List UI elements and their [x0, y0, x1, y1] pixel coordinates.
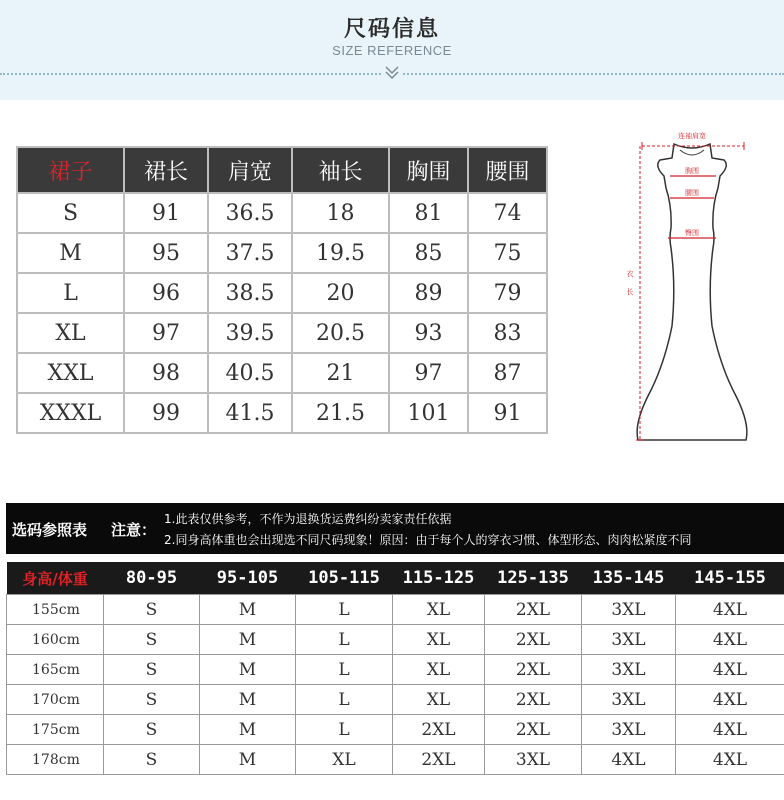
table-cell: 95 [124, 233, 208, 273]
table-cell: 74 [468, 193, 547, 233]
table-cell: L [296, 715, 393, 745]
table-cell: XL [393, 655, 485, 685]
table-cell: 85 [389, 233, 468, 273]
table-cell: 178cm [7, 745, 104, 775]
table-cell: 91 [468, 393, 547, 433]
table-cell: 4XL [676, 625, 784, 655]
table-cell: S [104, 625, 200, 655]
header-cell: 腰围 [468, 147, 547, 193]
header-cell: 胸围 [389, 147, 468, 193]
table-cell: 3XL [582, 655, 676, 685]
waist-label: 腰围 [685, 189, 699, 197]
table-cell: 97 [124, 313, 208, 353]
table-row [7, 595, 784, 625]
header-banner [0, 0, 784, 100]
page-subtitle: SIZE REFERENCE [332, 43, 452, 58]
table-cell: 99 [124, 393, 208, 433]
table-cell: 2XL [485, 685, 582, 715]
header-cell: 95-105 [200, 562, 296, 595]
table-row [17, 313, 547, 353]
table-row [7, 715, 784, 745]
table-cell: L [296, 685, 393, 715]
chevron-down-icon [382, 62, 402, 82]
table-cell: 21.5 [292, 393, 389, 433]
header-cell: 肩宽 [208, 147, 292, 193]
table-cell: M [200, 685, 296, 715]
table-cell: S [17, 193, 124, 233]
length-label-1: 衣 [626, 270, 634, 278]
table-cell: XL [393, 625, 485, 655]
table-cell: 41.5 [208, 393, 292, 433]
table-cell: 39.5 [208, 313, 292, 353]
table-cell: S [104, 745, 200, 775]
table-cell: 36.5 [208, 193, 292, 233]
table-cell: 2XL [485, 715, 582, 745]
table-cell: 4XL [676, 655, 784, 685]
table-cell: 38.5 [208, 273, 292, 313]
table-cell: 4XL [676, 685, 784, 715]
table-cell: 97 [389, 353, 468, 393]
table-cell: 175cm [7, 715, 104, 745]
header-cell: 80-95 [104, 562, 200, 595]
table-cell: XL [393, 685, 485, 715]
header-cell: 身高/体重 [7, 562, 104, 595]
table-cell: M [200, 655, 296, 685]
table-cell: S [104, 595, 200, 625]
table-cell: 93 [389, 313, 468, 353]
header-cell: 裙长 [124, 147, 208, 193]
table-cell: 4XL [676, 715, 784, 745]
table-cell: XXL [17, 353, 124, 393]
size-reference-table [6, 562, 784, 775]
table-cell: 155cm [7, 595, 104, 625]
table-cell: M [200, 595, 296, 625]
table-cell: 170cm [7, 685, 104, 715]
header-cell: 135-145 [582, 562, 676, 595]
table-cell: 87 [468, 353, 547, 393]
table-cell: 2XL [485, 655, 582, 685]
bust-label: 胸围 [685, 167, 699, 175]
table-cell: 2XL [393, 745, 485, 775]
table-cell: 4XL [582, 745, 676, 775]
table-cell: 20 [292, 273, 389, 313]
table-cell: 3XL [582, 685, 676, 715]
table-cell: 83 [468, 313, 547, 353]
table-cell: 96 [124, 273, 208, 313]
note-label: 注意： [111, 521, 157, 539]
table-cell: 75 [468, 233, 547, 273]
header-cell: 袖长 [292, 147, 389, 193]
table-cell: 20.5 [292, 313, 389, 353]
table-row [17, 393, 547, 433]
table-cell: 98 [124, 353, 208, 393]
note-line-1: 1.此表仅供参考，不作为退换货运费纠纷卖家责任依据 [164, 512, 452, 526]
note-line-2: 2.同身高体重也会出现选不同尺码现象！原因：由于每个人的穿衣习惯、体型形态、肉肉松紧度不同 [164, 533, 692, 547]
page-title: 尺码信息 [343, 17, 440, 42]
table-cell: 2XL [485, 625, 582, 655]
table-cell: 4XL [676, 595, 784, 625]
table-cell: S [104, 685, 200, 715]
table-cell: 79 [468, 273, 547, 313]
table-cell: 2XL [393, 715, 485, 745]
table-cell: 40.5 [208, 353, 292, 393]
hip-label: 臀围 [685, 229, 699, 237]
table-cell: XL [296, 745, 393, 775]
dress-diagram [612, 126, 772, 460]
table-cell: XL [393, 595, 485, 625]
table-cell: 91 [124, 193, 208, 233]
table-cell: 3XL [582, 595, 676, 625]
table-cell: M [200, 625, 296, 655]
table-cell: 101 [389, 393, 468, 433]
header-cell: 105-115 [296, 562, 393, 595]
size-chart-label: 选码参照表 [12, 521, 88, 539]
table-cell: 19.5 [292, 233, 389, 273]
shoulder-label: 连袖肩宽 [678, 132, 706, 140]
table-cell: 18 [292, 193, 389, 233]
table-cell: S [104, 655, 200, 685]
table-row [7, 745, 784, 775]
table-cell: XL [17, 313, 124, 353]
dress-size-table [16, 146, 548, 434]
table-cell: L [296, 595, 393, 625]
table-cell: M [17, 233, 124, 273]
table-cell: M [200, 745, 296, 775]
table-cell: 3XL [582, 715, 676, 745]
table-row [7, 685, 784, 715]
table-cell: 3XL [485, 745, 582, 775]
table-cell: 81 [389, 193, 468, 233]
table-cell: 2XL [485, 595, 582, 625]
table-row [7, 625, 784, 655]
table-cell: L [17, 273, 124, 313]
table-cell: L [296, 655, 393, 685]
table-cell: 21 [292, 353, 389, 393]
table-cell: S [104, 715, 200, 745]
table-row [17, 193, 547, 233]
header-cell: 125-135 [485, 562, 582, 595]
table-cell: 3XL [582, 625, 676, 655]
table-header-row [7, 562, 784, 595]
table-cell: 4XL [676, 745, 784, 775]
header-cell: 115-125 [393, 562, 485, 595]
table-cell: 89 [389, 273, 468, 313]
table-cell: XXXL [17, 393, 124, 433]
header-cell: 145-155 [676, 562, 784, 595]
table-row [17, 233, 547, 273]
table-cell: L [296, 625, 393, 655]
table-cell: 37.5 [208, 233, 292, 273]
table-row [17, 353, 547, 393]
size-chart-banner [6, 503, 784, 554]
length-label-2: 长 [626, 288, 634, 296]
table-cell: 165cm [7, 655, 104, 685]
header-cell: 裙子 [17, 147, 124, 193]
table-cell: M [200, 715, 296, 745]
table-row [17, 273, 547, 313]
table-row [7, 655, 784, 685]
table-cell: 160cm [7, 625, 104, 655]
table-header-row [17, 147, 547, 193]
